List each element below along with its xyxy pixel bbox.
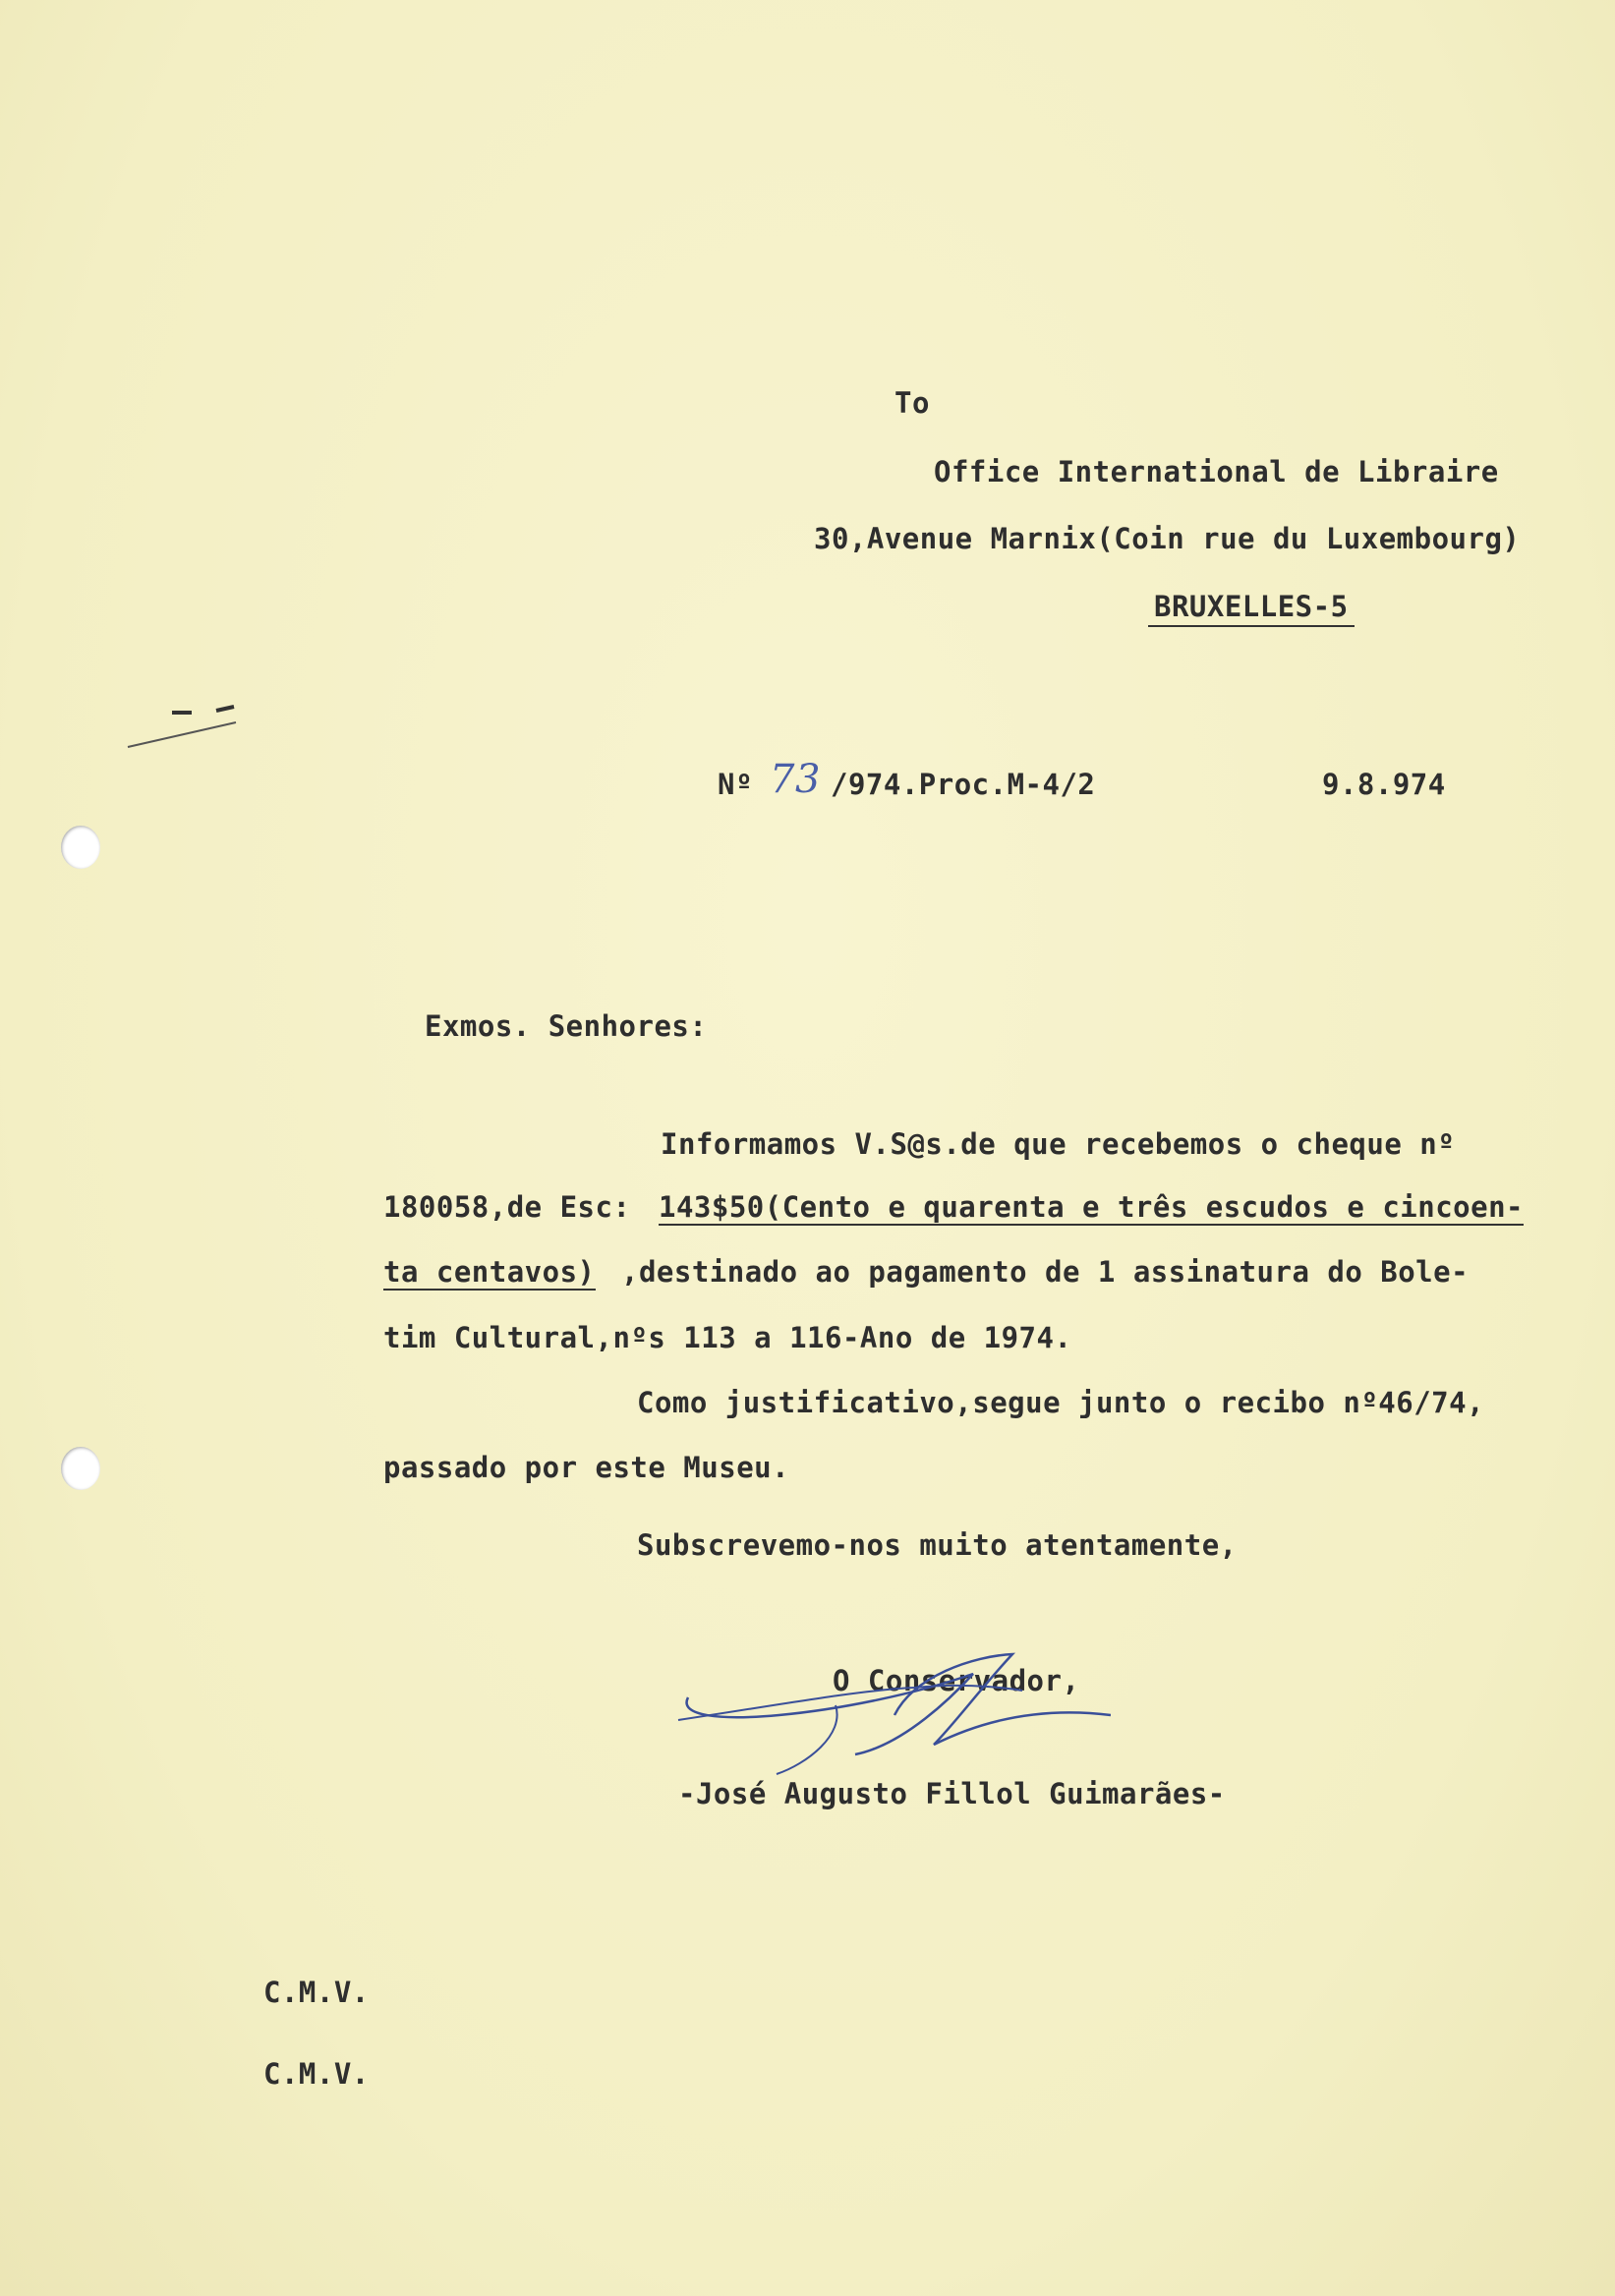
recipient-address: 30,Avenue Marnix(Coin rue du Luxembourg): [814, 522, 1521, 555]
recipient-to: To: [894, 386, 930, 420]
recipient-city: BRUXELLES-5: [1148, 590, 1355, 627]
body-line-3a: ta centavos): [383, 1255, 596, 1289]
reference-date: 9.8.974: [1322, 768, 1446, 801]
punch-hole-bottom: [61, 1447, 100, 1490]
reference-handwritten-number: 73: [770, 757, 821, 802]
body-line-1: Informamos V.S@s.de que recebemos o cheque nº: [661, 1127, 1456, 1161]
pencil-mark: [118, 693, 256, 752]
reference-suffix: /974.Proc.M-4/2: [831, 768, 1096, 801]
signature-title: O Conservador,: [833, 1664, 1080, 1697]
reference-prefix: Nº: [718, 768, 753, 801]
copy-mark-2: C.M.V.: [263, 2057, 370, 2091]
closing: Subscrevemo-nos muito atentamente,: [637, 1528, 1238, 1562]
copy-mark-1: C.M.V.: [263, 1976, 370, 2009]
salutation: Exmos. Senhores:: [425, 1009, 708, 1043]
body-line-3b: ,destinado ao pagamento de 1 assinatura do Bole-: [621, 1255, 1470, 1289]
body-line-4: tim Cultural,nºs 113 a 116-Ano de 1974.: [383, 1321, 1072, 1354]
body-line-6: passado por este Museu.: [383, 1451, 790, 1484]
body-line-2b: 143$50(Cento e quarenta e três escudos e cincoen-: [659, 1190, 1525, 1224]
signature-name: -José Augusto Fillol Guimarães-: [678, 1777, 1226, 1810]
body-line-5: Como justificativo,segue junto o recibo nº46/74,: [637, 1386, 1485, 1419]
handwritten-signature: [659, 1636, 1111, 1784]
recipient-name: Office International de Libraire: [934, 455, 1499, 488]
punch-hole-top: [61, 826, 100, 869]
body-line-2a: 180058,de Esc:: [383, 1190, 631, 1224]
